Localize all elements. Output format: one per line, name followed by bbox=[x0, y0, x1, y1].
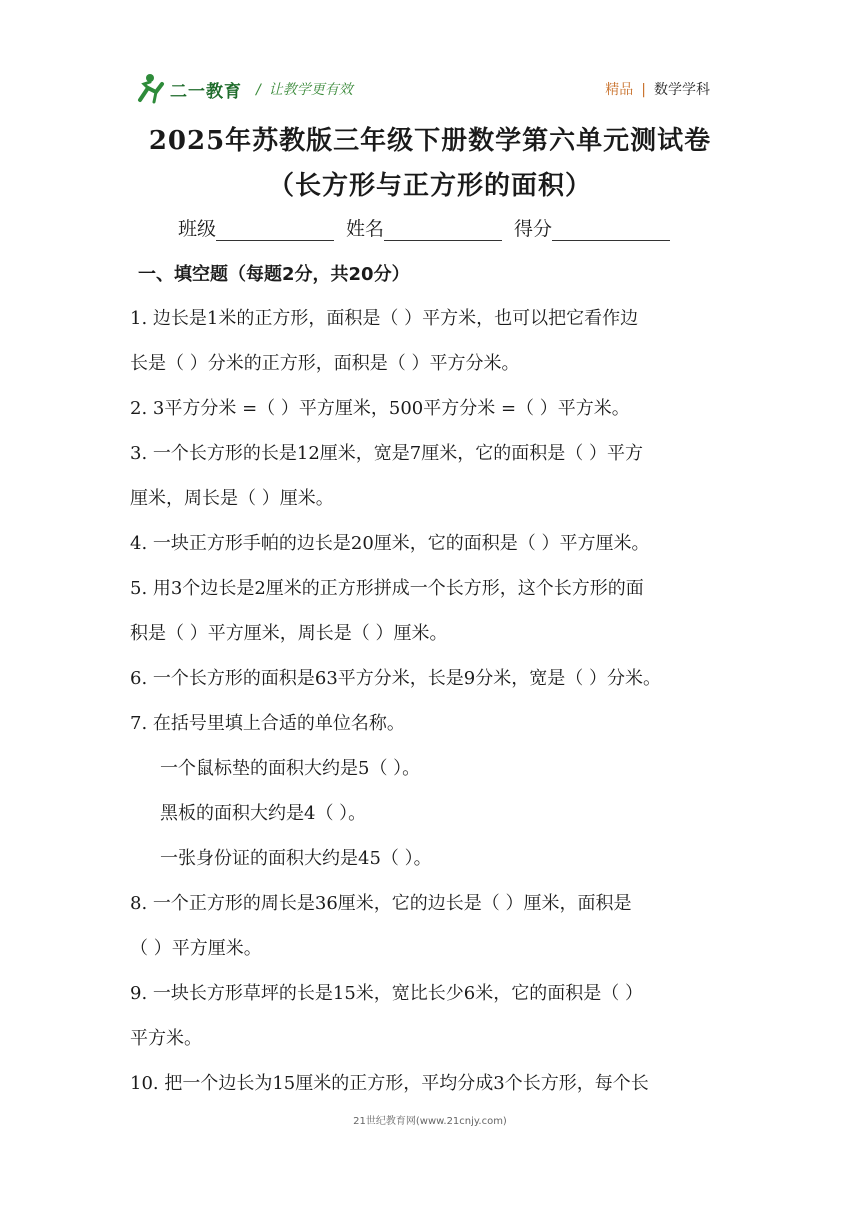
brand-label: 精品 bbox=[605, 82, 634, 98]
section-heading: 一、填空题（每题2分，共20分） bbox=[138, 264, 410, 285]
student-info-row bbox=[178, 214, 670, 241]
name-field[interactable] bbox=[346, 214, 502, 241]
question-line: 1. 边长是1米的正方形，面积是（ ）平方米，也可以把它看作边 bbox=[130, 308, 639, 329]
question-line: 积是（ ）平方厘米，周长是（ ）厘米。 bbox=[130, 623, 448, 644]
question-line: 6. 一个长方形的面积是63平方分米，长是9分米，宽是（ ）分米。 bbox=[130, 668, 661, 689]
class-label: 班级 bbox=[178, 218, 217, 240]
question-line: 3. 一个长方形的长是12厘米，宽是7厘米，它的面积是（ ）平方 bbox=[130, 443, 643, 464]
question-line: 8. 一个正方形的周长是36厘米，它的边长是（ ）厘米，面积是 bbox=[130, 893, 632, 914]
page-header bbox=[0, 0, 860, 110]
question-subline: 黑板的面积大约是4（ ）。 bbox=[160, 803, 367, 824]
logo-text: 二一教育 bbox=[170, 82, 242, 102]
question-line: 7. 在括号里填上合适的单位名称。 bbox=[130, 713, 405, 734]
question-line: （ ）平方厘米。 bbox=[130, 938, 262, 959]
brand-label-group: 精品 | 数学学科 bbox=[605, 82, 710, 98]
question-line: 厘米，周长是（ ）厘米。 bbox=[130, 488, 334, 509]
question-line: 9. 一块长方形草坪的长是15米，宽比长少6米，它的面积是（ ） bbox=[130, 983, 643, 1004]
question-line: 4. 一块正方形手帕的边长是20厘米，它的面积是（ ）平方厘米。 bbox=[130, 533, 650, 554]
question-line: 2. 3平方分米 =（ ）平方厘米，500平方分米 =（ ）平方米。 bbox=[130, 398, 630, 419]
subject-label: 数学学科 bbox=[654, 82, 710, 98]
page-subtitle: （长方形与正方形的面积） bbox=[267, 171, 592, 201]
page-title: 2025年苏教版三年级下册数学第六单元测试卷 bbox=[148, 126, 712, 156]
question-line: 平方米。 bbox=[130, 1028, 202, 1049]
name-label: 姓名 bbox=[346, 218, 385, 240]
slogan-text: 让教学更有效 bbox=[268, 82, 353, 98]
question-subline: 一张身份证的面积大约是45（ ）。 bbox=[160, 848, 432, 869]
question-line: 长是（ ）分米的正方形，面积是（ ）平方分米。 bbox=[130, 353, 520, 374]
page-footer: 21世纪教育网(www.21cnjy.com) bbox=[353, 1116, 507, 1127]
slogan: / 让教学更有效 bbox=[256, 82, 353, 98]
question-line: 5. 用3个边长是2厘米的正方形拼成一个长方形，这个长方形的面 bbox=[130, 578, 644, 599]
question-subline: 一个鼠标垫的面积大约是5（ ）。 bbox=[160, 758, 421, 779]
class-field[interactable] bbox=[178, 214, 334, 241]
score-field[interactable] bbox=[514, 214, 670, 241]
score-label: 得分 bbox=[514, 218, 553, 240]
question-line: 10. 把一个边长为15厘米的正方形，平均分成3个长方形，每个长 bbox=[130, 1073, 649, 1094]
